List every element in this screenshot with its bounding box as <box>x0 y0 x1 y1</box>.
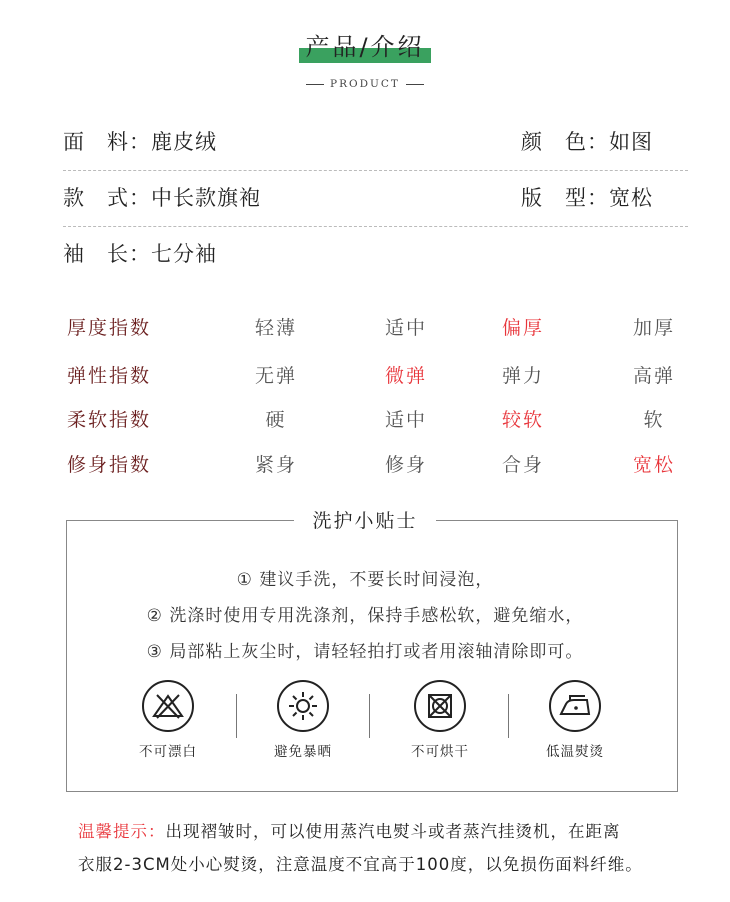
care-icon-item <box>390 680 490 760</box>
tip-line-2: 衣服2-3CM处小心熨烫，注意温度不宜高于100度，以免损伤面料纤维。 <box>78 855 643 874</box>
index-option: 软 <box>643 409 665 431</box>
index-row-thickness <box>0 306 730 350</box>
care-title-text: 洗护小贴士 <box>294 510 435 532</box>
index-option-selected: 微弹 <box>384 365 427 387</box>
care-icon-label: 不可烘干 <box>411 744 469 760</box>
index-option: 合身 <box>501 454 544 476</box>
tip-prefix: 温馨提示： <box>78 822 166 841</box>
attribute-fit <box>521 171 653 226</box>
attribute-label: 面 料： <box>63 130 151 154</box>
attribute-fabric <box>63 115 217 170</box>
page-subtitle <box>0 78 730 90</box>
index-option: 硬 <box>265 409 287 431</box>
care-icon-label: 低温熨烫 <box>546 744 604 760</box>
subtitle-left-rule <box>306 84 324 85</box>
index-option: 轻薄 <box>254 317 297 339</box>
attribute-row <box>63 115 688 171</box>
index-option: 高弹 <box>632 365 675 387</box>
care-icon-item <box>525 680 625 760</box>
attribute-row <box>63 227 688 282</box>
index-label: 柔软指数 <box>67 409 152 431</box>
subtitle-right-rule <box>406 84 424 85</box>
index-label: 厚度指数 <box>67 317 152 339</box>
icon-divider <box>369 694 370 738</box>
index-row-elasticity <box>0 354 730 398</box>
index-option-selected: 宽松 <box>632 454 675 476</box>
tip-line-1 <box>78 816 678 847</box>
care-icon-item <box>118 680 218 760</box>
page-title <box>301 30 428 64</box>
care-title <box>0 507 730 535</box>
attribute-style <box>63 171 261 226</box>
attribute-label: 袖 长： <box>63 242 151 266</box>
index-option: 无弹 <box>254 365 297 387</box>
index-row-softness <box>0 398 730 442</box>
index-label: 弹性指数 <box>67 365 152 387</box>
low-iron-icon <box>549 680 601 732</box>
no-bleach-icon <box>142 680 194 732</box>
no-tumble-dry-icon <box>414 680 466 732</box>
care-instruction: ① 建议手洗，不要长时间浸泡， <box>236 570 494 590</box>
tip-text: 出现褶皱时，可以使用蒸汽电熨斗或者蒸汽挂烫机，在距离 <box>165 822 621 841</box>
index-option: 修身 <box>384 454 427 476</box>
attribute-sleeve <box>63 227 217 282</box>
index-option-selected: 较软 <box>501 409 544 431</box>
attribute-value: 宽松 <box>609 186 653 210</box>
icon-divider <box>508 694 509 738</box>
attribute-value: 七分袖 <box>151 242 217 266</box>
index-option: 加厚 <box>632 317 675 339</box>
attribute-value: 中长款旗袍 <box>151 186 261 210</box>
index-option: 适中 <box>384 317 427 339</box>
attribute-value: 如图 <box>609 130 653 154</box>
attribute-label: 版 型： <box>521 186 609 210</box>
index-option: 紧身 <box>254 454 297 476</box>
care-instruction: ② 洗涤时使用专用洗涤剂，保持手感松软，避免缩水， <box>146 606 584 626</box>
page-title-text: 产品/介绍 <box>305 33 425 61</box>
index-label: 修身指数 <box>67 454 152 476</box>
index-option-selected: 偏厚 <box>501 317 544 339</box>
care-icon-label: 不可漂白 <box>139 744 197 760</box>
attribute-color <box>521 115 653 170</box>
icon-divider <box>236 694 237 738</box>
attribute-label: 款 式： <box>63 186 151 210</box>
attribute-row <box>63 171 688 227</box>
index-option: 弹力 <box>501 365 544 387</box>
section-header <box>0 30 730 64</box>
page-subtitle-text: PRODUCT <box>330 78 400 90</box>
attribute-label: 颜 色： <box>521 130 609 154</box>
index-row-fit <box>0 443 730 487</box>
care-icon-label: 避免暴晒 <box>274 744 332 760</box>
index-option: 适中 <box>384 409 427 431</box>
care-icon-item <box>253 680 353 760</box>
attribute-value: 鹿皮绒 <box>151 130 217 154</box>
avoid-sun-icon <box>277 680 329 732</box>
care-instruction: ③ 局部粘上灰尘时，请轻轻拍打或者用滚轴清除即可。 <box>146 642 584 662</box>
